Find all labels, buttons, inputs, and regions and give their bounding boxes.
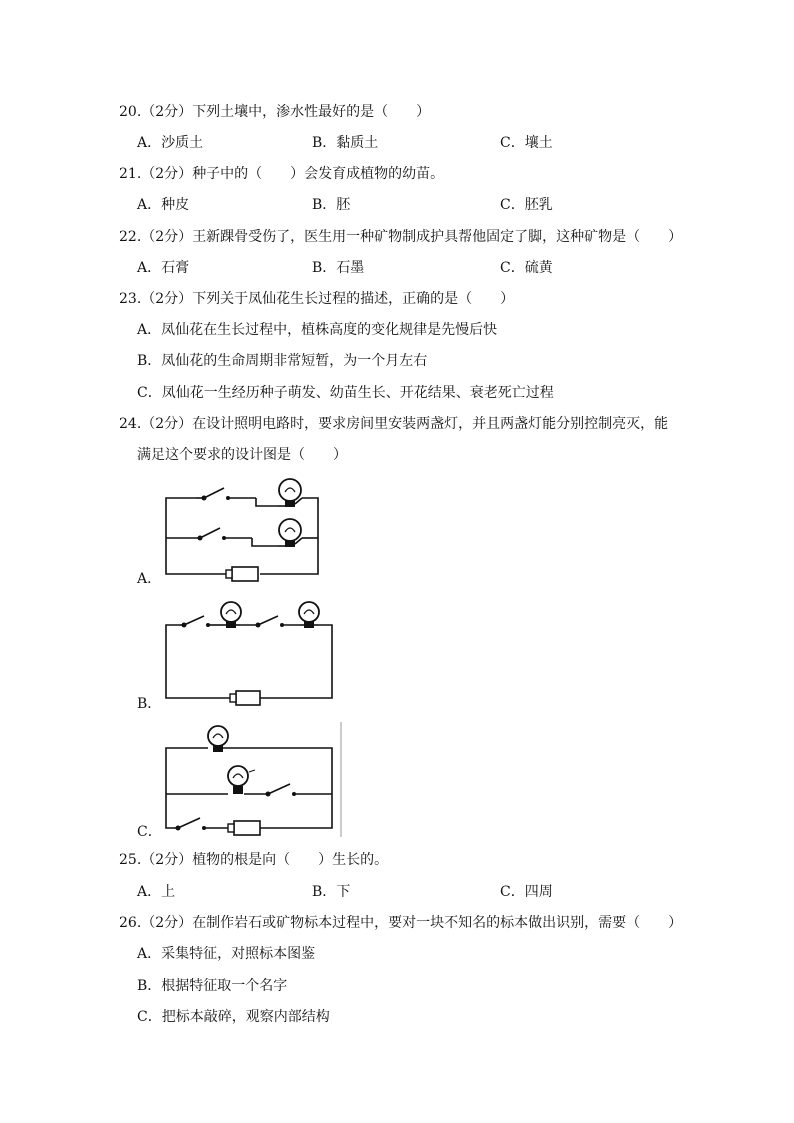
question-score: （2分） xyxy=(141,416,193,432)
question-number: 25. xyxy=(119,852,142,868)
question-number: 24. xyxy=(119,416,142,432)
option-b-label: B． xyxy=(137,696,162,712)
bulb-icon xyxy=(278,519,302,547)
option-c: C．凤仙花一生经历种子萌发、幼苗生长、开花结果、衰老死亡过程 xyxy=(137,385,554,401)
circuit-diagram-c xyxy=(160,722,345,837)
option-c: C．壤土 xyxy=(500,135,553,151)
question-score: （2分） xyxy=(141,852,193,868)
question-text: 在制作岩石或矿物标本过程中，要对一块不知名的标本做出识别，需要（ ） xyxy=(192,915,683,931)
option-a: A．石膏 xyxy=(137,260,190,276)
question-text: 下列关于凤仙花生长过程的描述，正确的是（ ） xyxy=(192,291,515,307)
question-text: 王新踝骨受伤了，医生用一种矿物制成护具帮他固定了脚，这种矿物是（ ） xyxy=(192,229,683,245)
question-text: 植物的根是向（ ）生长的。 xyxy=(192,852,389,868)
question-score: （2分） xyxy=(141,291,193,307)
option-c: C．把标本敲碎，观察内部结构 xyxy=(137,1009,330,1025)
question-21-stem xyxy=(119,164,444,184)
option-a: A．种皮 xyxy=(137,197,190,213)
option-b: B．胚 xyxy=(312,197,351,213)
option-a: A．凤仙花在生长过程中，植株高度的变化规律是先慢后快 xyxy=(137,322,498,338)
bulb-icon xyxy=(228,766,255,794)
question-score: （2分） xyxy=(141,915,193,931)
question-text: 在设计照明电路时，要求房间里安装两盏灯，并且两盏灯能分别控制亮灭，能 xyxy=(192,416,669,432)
bulb-icon xyxy=(221,602,241,628)
option-b: B．石墨 xyxy=(312,260,365,276)
option-c: C．四周 xyxy=(500,884,553,900)
bulb-icon xyxy=(278,479,302,507)
option-b: B．下 xyxy=(312,884,351,900)
question-22-stem xyxy=(119,227,682,247)
option-c: C．硫黄 xyxy=(500,260,553,276)
option-c-label: C． xyxy=(137,824,162,840)
battery-icon xyxy=(226,567,258,581)
option-b: B．根据特征取一个名字 xyxy=(137,978,288,994)
option-b: B．凤仙花的生命周期非常短暂，为一个月左右 xyxy=(137,353,428,369)
option-b: B．黏质土 xyxy=(312,135,379,151)
option-c: C．胚乳 xyxy=(500,197,553,213)
option-a: A．上 xyxy=(137,884,176,900)
question-text: 种子中的（ ）会发育成植物的幼苗。 xyxy=(192,166,445,182)
question-24-stem-continued: 满足这个要求的设计图是（ ） xyxy=(137,447,347,463)
question-25-stem xyxy=(119,850,388,870)
battery-icon xyxy=(230,691,260,705)
question-number: 22. xyxy=(119,229,142,245)
question-number: 21. xyxy=(119,166,142,182)
question-20-stem xyxy=(119,102,430,122)
circuit-diagram-b xyxy=(160,600,335,705)
question-number: 23. xyxy=(119,291,142,307)
question-23-stem xyxy=(119,289,514,309)
battery-icon xyxy=(228,821,260,835)
question-number: 20. xyxy=(119,104,142,120)
question-26-stem xyxy=(119,913,682,933)
option-a: A．沙质土 xyxy=(137,135,204,151)
bulb-icon xyxy=(299,602,319,628)
question-24-stem xyxy=(119,414,668,434)
question-number: 26. xyxy=(119,915,142,931)
option-a-label: A． xyxy=(137,571,162,587)
question-score: （2分） xyxy=(141,104,193,120)
circuit-diagram-a xyxy=(160,470,325,580)
question-score: （2分） xyxy=(141,229,193,245)
question-score: （2分） xyxy=(141,166,193,182)
option-a: A．采集特征，对照标本图鉴 xyxy=(137,946,316,962)
question-text: 下列土壤中，渗水性最好的是（ ） xyxy=(192,104,431,120)
